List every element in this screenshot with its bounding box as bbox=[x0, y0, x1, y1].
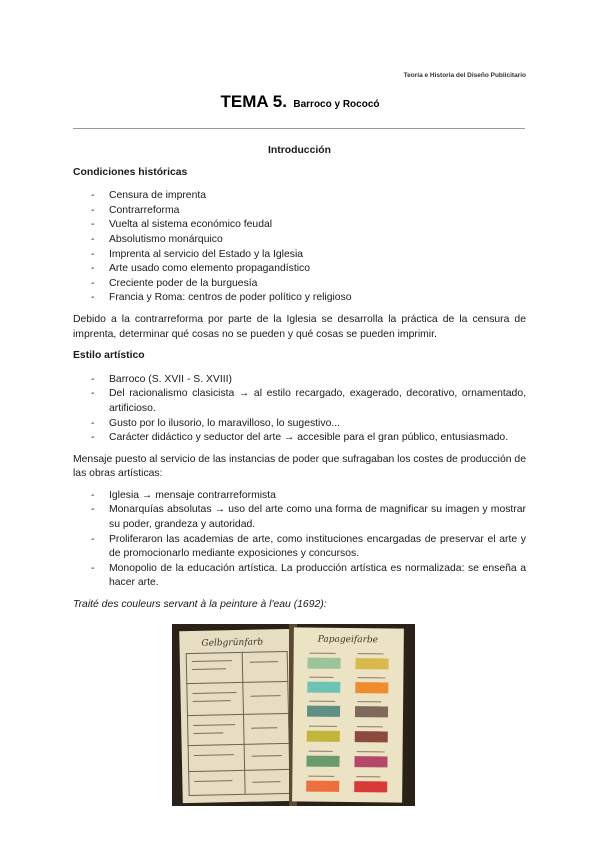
book-right-page bbox=[292, 627, 404, 802]
style-list bbox=[73, 373, 526, 446]
color-swatch bbox=[307, 730, 340, 741]
list-item: - Francia y Roma: centros de poder político y religioso bbox=[73, 291, 526, 306]
list-item: - Del racionalismo clasicista → al estilo recargado, exagerado, decorativo, ornamentado, artificioso. bbox=[73, 387, 526, 416]
list-item: - Carácter didáctico y seductor del arte → accesible para el gran público, entusiasmado. bbox=[73, 431, 526, 446]
list-item: - Proliferaron las academias de arte, como instituciones encargadas de preservar el arte y de promocionarlo mediante exposiciones y concursos. bbox=[73, 533, 526, 562]
color-swatch bbox=[306, 755, 339, 766]
title-topic-number: TEMA 5. bbox=[220, 92, 287, 111]
color-swatch bbox=[307, 657, 340, 668]
list-item: - Monopolio de la educación artística. La producción artística es normalizada: se enseña a hacer arte. bbox=[73, 562, 526, 591]
image-caption: Traité des couleurs servant à la peinture à l'eau (1692): bbox=[73, 599, 327, 611]
power-list bbox=[73, 489, 526, 591]
title-topic-name: Barroco y Rococó bbox=[293, 99, 380, 110]
list-item: - Imprenta al servicio del Estado y la Iglesia bbox=[73, 248, 526, 263]
color-swatch bbox=[355, 706, 388, 717]
style-paragraph: Mensaje puesto al servicio de las instancias de poder que sufragaban los costes de producción de las obras artísticas: bbox=[73, 453, 526, 480]
historical-paragraph: Debido a la contrarreforma por parte de la Iglesia se desarrolla la práctica de la censura de imprenta, determinar qué cosas no se pueden y qué cosas se pueden imprimir. bbox=[73, 313, 526, 340]
document-body bbox=[73, 144, 526, 806]
list-item: - Censura de imprenta bbox=[73, 189, 526, 204]
historical-heading: Condiciones históricas bbox=[73, 166, 188, 178]
historical-list bbox=[73, 189, 526, 306]
color-swatch bbox=[307, 681, 340, 692]
title-divider bbox=[73, 128, 525, 129]
list-item: - Creciente poder de la burguesía bbox=[73, 277, 526, 292]
course-header: Teoría e Historia del Diseño Publicitario bbox=[403, 72, 526, 79]
color-treatise-photo bbox=[172, 624, 415, 806]
book-left-page bbox=[179, 628, 298, 802]
list-item: - Absolutismo monárquico bbox=[73, 233, 526, 248]
list-item: - Vuelta al sistema económico feudal bbox=[73, 218, 526, 233]
list-item: - Monarquías absolutas → uso del arte como una forma de magnificar su imagen y mostrar su poder, grandeza y autoridad. bbox=[73, 503, 526, 532]
list-item: - Arte usado como elemento propagandístico bbox=[73, 262, 526, 277]
color-swatch bbox=[355, 731, 388, 742]
section-title: Introducción bbox=[268, 145, 331, 156]
color-swatch bbox=[355, 682, 388, 693]
right-page-heading: Papageifarbe bbox=[317, 634, 379, 645]
page-title bbox=[0, 92, 600, 112]
style-heading: Estilo artístico bbox=[73, 350, 145, 362]
color-swatch bbox=[354, 756, 387, 767]
list-item: - Gusto por lo ilusorio, lo maravilloso, lo sugestivo... bbox=[73, 417, 526, 432]
color-swatch bbox=[354, 781, 387, 792]
left-page-heading: Gelbgrünfarb bbox=[201, 637, 264, 649]
list-item: - Contrarreforma bbox=[73, 204, 526, 219]
list-item: - Barroco (S. XVII - S. XVIII) bbox=[73, 373, 526, 388]
list-item: - Iglesia → mensaje contrarreformista bbox=[73, 489, 526, 504]
color-swatch bbox=[355, 658, 388, 669]
color-swatch bbox=[306, 780, 339, 791]
color-swatch bbox=[307, 705, 340, 716]
